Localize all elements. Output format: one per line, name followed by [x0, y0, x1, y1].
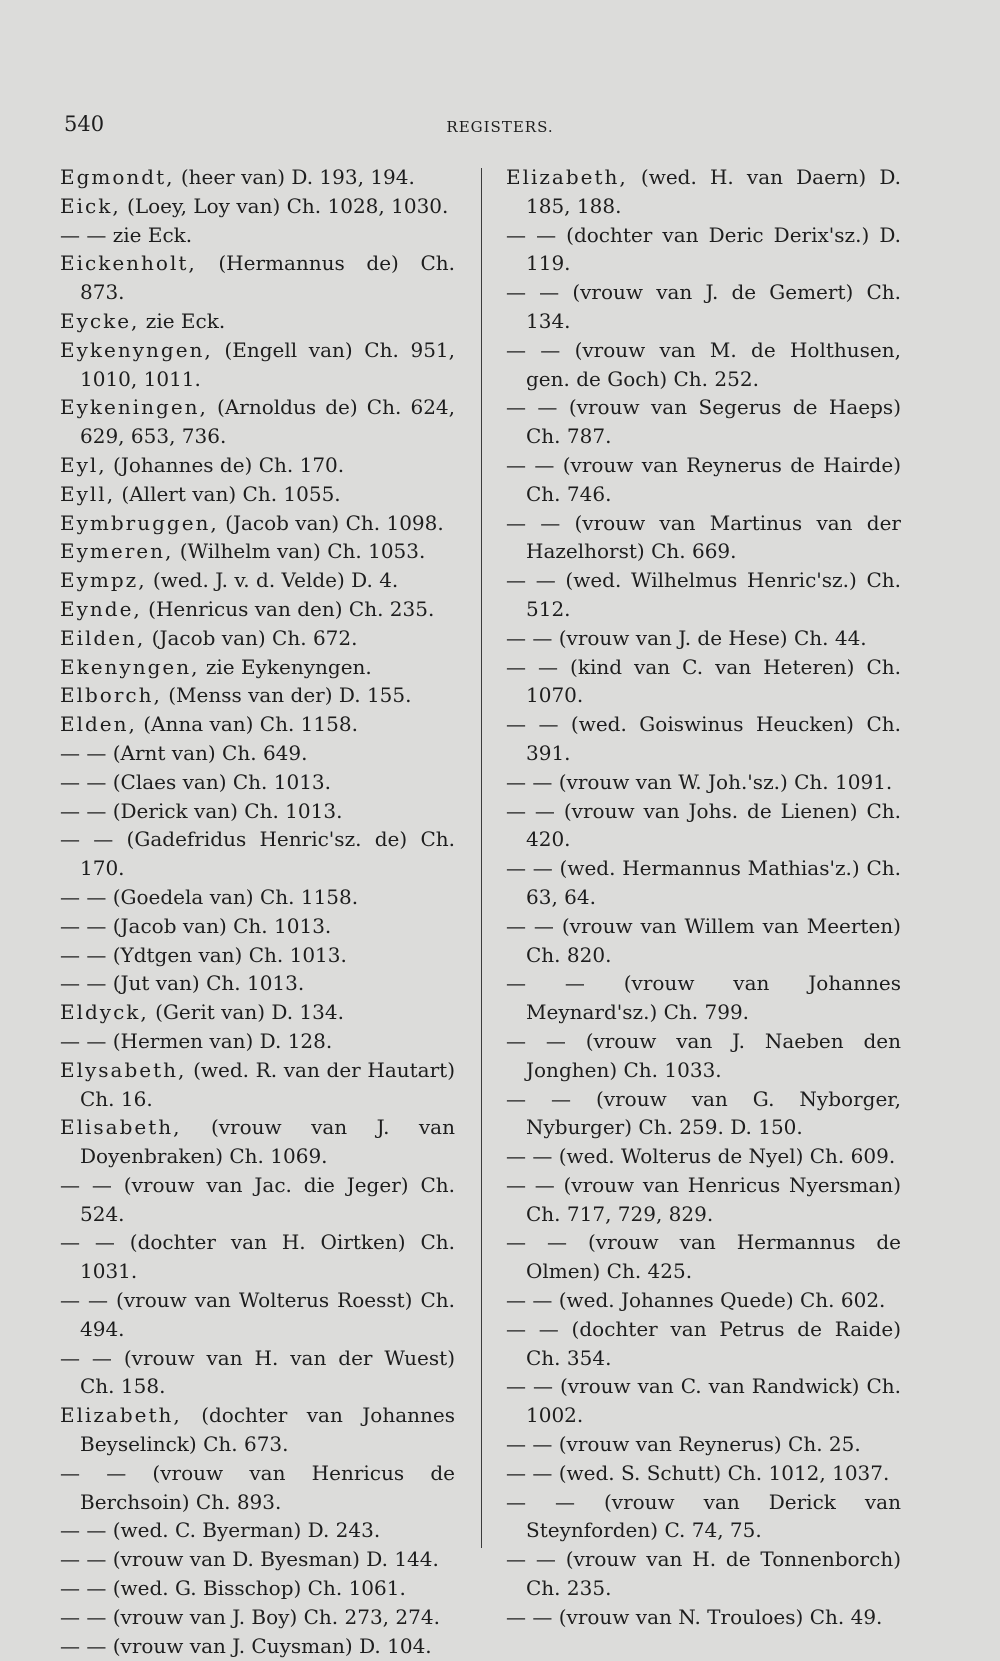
index-entry — [60, 1286, 455, 1344]
entry-headword: Eldyck, — [60, 1000, 149, 1025]
entry-headword: Elborch, — [60, 683, 162, 708]
entry-text: — — (Arnt van) Ch. 649. — [60, 740, 308, 765]
entry-headword: Ekenyngen, — [60, 654, 200, 679]
entry-text: (Menss van der) D. 155. — [161, 683, 412, 708]
entry-text: zie Eykenyngen. — [199, 654, 372, 679]
index-entry — [506, 797, 901, 855]
entry-headword: Eympz, — [60, 568, 147, 593]
right-column — [506, 163, 901, 1632]
index-entry — [506, 221, 901, 279]
index-entry — [60, 1603, 455, 1632]
entry-text: (Gerit van) D. 134. — [148, 1000, 344, 1025]
entry-text: — — (wed. Wolterus de Nyel) Ch. 609. — [506, 1144, 896, 1169]
entry-text: — — (vrouw van W. Joh.'sz.) Ch. 1091. — [506, 769, 893, 794]
index-entry — [60, 336, 455, 394]
index-entry — [506, 768, 901, 797]
index-entry — [506, 1603, 901, 1632]
entry-text: (wed. H. van Daern) D. 185, 188. — [526, 165, 901, 218]
index-entry — [506, 1142, 901, 1171]
entry-headword: Eilden, — [60, 625, 146, 650]
index-entry — [60, 566, 455, 595]
index-entry — [506, 1228, 901, 1286]
index-entry — [506, 1430, 901, 1459]
entry-text: (Jacob van) Ch. 672. — [145, 625, 358, 650]
index-entry — [60, 825, 455, 883]
entry-text: — — (vrouw van J. de Hese) Ch. 44. — [506, 625, 867, 650]
index-entry — [60, 969, 455, 998]
entry-text: — — (Goedela van) Ch. 1158. — [60, 884, 359, 909]
entry-headword: Elysabeth, — [60, 1057, 187, 1082]
index-entry — [60, 163, 455, 192]
index-entry — [60, 1171, 455, 1229]
entry-text: — — (vrouw van J. Cuysman) D. 104. — [60, 1633, 432, 1658]
entry-text: — — (vrouw van Henricus de Berchsoin) Ch. 893. — [60, 1460, 455, 1514]
index-entry — [60, 192, 455, 221]
entry-text: — — (Ydtgen van) Ch. 1013. — [60, 942, 347, 967]
index-entry — [60, 998, 455, 1027]
index-entry — [506, 566, 901, 624]
entry-text: — — (vrouw van J. Naeben den Jonghen) Ch. 1033. — [506, 1028, 901, 1082]
index-entry — [60, 451, 455, 480]
entry-headword: Eymeren, — [60, 539, 174, 564]
entry-text: — — (vrouw van Johs. de Lienen) Ch. 420. — [506, 798, 901, 852]
entry-text: — — (vrouw van Henricus Nyersman) Ch. 717, 729, 829. — [506, 1172, 901, 1226]
index-entry — [60, 1344, 455, 1402]
entry-text: — — (vrouw van J. Boy) Ch. 273, 274. — [60, 1604, 440, 1629]
index-entry — [60, 1228, 455, 1286]
index-entry — [60, 941, 455, 970]
index-entry — [60, 883, 455, 912]
entry-text: — — (vrouw van Derick van Steynforden) C. 74, 75. — [506, 1489, 901, 1543]
entry-text: — — (vrouw van Jac. die Jeger) Ch. 524. — [60, 1172, 455, 1226]
index-entry — [60, 1459, 455, 1517]
index-entry — [60, 681, 455, 710]
index-entry — [506, 710, 901, 768]
index-entry — [506, 624, 901, 653]
entry-text: — — (vrouw van N. Trouloes) Ch. 49. — [506, 1604, 883, 1629]
index-entry — [60, 1574, 455, 1603]
index-entry — [506, 1315, 901, 1373]
entry-text: — — (wed. Goiswinus Heucken) Ch. 391. — [506, 712, 901, 765]
index-entry — [60, 797, 455, 826]
index-entry — [506, 1027, 901, 1085]
entry-text: (dochter van Johannes Beyselinck) Ch. 673. — [80, 1403, 455, 1457]
index-entry — [60, 1516, 455, 1545]
entry-text: — — (Jacob van) Ch. 1013. — [60, 913, 332, 938]
entry-text: — — (dochter van Petrus de Raide) Ch. 354. — [506, 1316, 901, 1370]
index-entry — [506, 1372, 901, 1430]
entry-headword: Egmondt, — [60, 165, 175, 189]
index-entry — [506, 1459, 901, 1488]
entry-text: — — (wed. Johannes Quede) Ch. 602. — [506, 1288, 886, 1313]
index-entry — [506, 1286, 901, 1315]
index-entry — [60, 624, 455, 653]
index-entry — [506, 451, 901, 509]
index-entry — [506, 912, 901, 970]
index-entry — [506, 336, 901, 394]
entry-text: — — (vrouw van Reynerus de Hairde) Ch. 746. — [506, 452, 901, 506]
entry-text: — — (vrouw van G. Nyborger, Nyburger) Ch. 259. D. 150. — [506, 1086, 901, 1140]
entry-headword: Eyll, — [60, 481, 116, 506]
entry-headword: Elizabeth, — [506, 165, 628, 189]
entry-text: — — (dochter van H. Oirtken) Ch. 1031. — [60, 1230, 455, 1284]
index-entry — [60, 537, 455, 566]
index-entry — [60, 480, 455, 509]
index-entry — [506, 393, 901, 451]
entry-headword: Eyl, — [60, 452, 107, 477]
index-entry — [60, 393, 455, 451]
entry-text: — — (vrouw van Segerus de Haeps) Ch. 787. — [506, 395, 901, 449]
entry-text: — — (vrouw van H. van der Wuest) Ch. 158. — [60, 1345, 455, 1399]
index-entry — [60, 1113, 455, 1171]
index-entry — [506, 278, 901, 336]
index-entry — [506, 1171, 901, 1229]
entry-text: — — (wed. S. Schutt) Ch. 1012, 1037. — [506, 1460, 890, 1485]
entry-text: — — (vrouw van D. Byesman) D. 144. — [60, 1547, 439, 1572]
entry-text: (Allert van) Ch. 1055. — [115, 481, 341, 506]
index-entry — [60, 1632, 455, 1661]
index-entry — [506, 969, 901, 1027]
index-entry — [60, 912, 455, 941]
entry-text: (Anna van) Ch. 1158. — [136, 712, 358, 737]
entry-text: (Johannes de) Ch. 170. — [106, 452, 345, 477]
entry-text: — — (Jut van) Ch. 1013. — [60, 971, 305, 996]
entry-text: — — (vrouw van C. van Randwick) Ch. 1002. — [506, 1374, 901, 1428]
entry-text: (Wilhelm van) Ch. 1053. — [173, 539, 426, 564]
entry-text: (heer van) D. 193, 194. — [174, 165, 415, 189]
entry-text: — — (Claes van) Ch. 1013. — [60, 769, 332, 794]
running-head: REGISTERS. — [446, 118, 554, 136]
index-entry — [60, 249, 455, 307]
entry-text: (Jacob van) Ch. 1098. — [218, 510, 444, 535]
index-entry — [506, 854, 901, 912]
column-divider — [481, 168, 482, 1548]
index-entry — [506, 1085, 901, 1143]
entry-headword: Eickenholt, — [60, 251, 197, 276]
index-entry — [60, 1401, 455, 1459]
index-entry — [60, 768, 455, 797]
index-entry — [60, 595, 455, 624]
entry-headword: Eykeningen, — [60, 395, 208, 420]
entry-text: — — (dochter van Deric Derix'sz.) D. 119. — [506, 222, 901, 276]
entry-text: (wed. J. v. d. Velde) D. 4. — [146, 568, 399, 593]
entry-text: (Hermannus de) Ch. 873. — [80, 251, 455, 305]
entry-text: — — (wed. G. Bisschop) Ch. 1061. — [60, 1576, 406, 1601]
entry-text: — — (wed. C. Byerman) D. 243. — [60, 1518, 381, 1543]
index-entry — [60, 710, 455, 739]
entry-text: — — (vrouw van Martinus van der Hazelhorst) Ch. 669. — [506, 510, 901, 564]
entry-text: — — (vrouw van Hermannus de Olmen) Ch. 425. — [506, 1230, 901, 1284]
index-entry — [60, 739, 455, 768]
entry-headword: Eynde, — [60, 596, 142, 621]
entry-text: — — (vrouw van M. de Holthusen, gen. de Goch) Ch. 252. — [506, 337, 901, 391]
entry-text: — — (vrouw van H. de Tonnenborch) Ch. 235. — [506, 1547, 901, 1601]
entry-text: — — (wed. Wilhelmus Henric'sz.) Ch. 512. — [506, 568, 901, 621]
left-column — [60, 163, 455, 1660]
entry-text: — — (Hermen van) D. 128. — [60, 1028, 333, 1053]
entry-text: — — (vrouw van Johannes Meynard'sz.) Ch. 799. — [506, 971, 901, 1025]
entry-text: (Arnoldus de) Ch. 624, 629, 653, 736. — [80, 395, 455, 449]
entry-text: (Engell van) Ch. 951, 1010, 1011. — [80, 337, 455, 391]
index-entry — [60, 509, 455, 538]
entry-text: (vrouw van J. van Doyenbraken) Ch. 1069. — [80, 1115, 455, 1169]
entry-text: — — (vrouw van J. de Gemert) Ch. 134. — [506, 280, 901, 333]
entry-text: (Henricus van den) Ch. 235. — [141, 596, 435, 621]
entry-headword: Eykenyngen, — [60, 337, 213, 362]
entry-headword: Eycke, — [60, 308, 140, 333]
index-entry — [506, 1488, 901, 1546]
entry-text: — — (vrouw van Willem van Meerten) Ch. 820. — [506, 913, 901, 967]
index-entry — [506, 509, 901, 567]
entry-text: — — zie Eck. — [60, 222, 193, 247]
entry-text: — — (vrouw van Reynerus) Ch. 25. — [506, 1432, 861, 1457]
page-number: 540 — [64, 112, 105, 136]
index-entry — [506, 1545, 901, 1603]
index-entry — [506, 653, 901, 711]
entry-headword: Elizabeth, — [60, 1403, 182, 1428]
entry-text: zie Eck. — [139, 308, 226, 333]
entry-text: — — (Gadefridus Henric'sz. de) Ch. 170. — [60, 827, 455, 881]
index-entry — [60, 221, 455, 250]
entry-text: — — (Derick van) Ch. 1013. — [60, 798, 343, 823]
entry-text: — — (wed. Hermannus Mathias'z.) Ch. 63, 64. — [506, 856, 901, 909]
index-entry — [506, 163, 901, 221]
entry-text: — — (vrouw van Wolterus Roesst) Ch. 494. — [60, 1288, 455, 1341]
index-entry — [60, 1056, 455, 1114]
entry-headword: Elden, — [60, 712, 137, 737]
entry-headword: Eick, — [60, 193, 121, 218]
entry-headword: Eymbruggen, — [60, 510, 219, 535]
index-entry — [60, 1027, 455, 1056]
entry-text: — — (kind van C. van Heteren) Ch. 1070. — [506, 654, 901, 708]
entry-text: (Loey, Loy van) Ch. 1028, 1030. — [120, 193, 449, 218]
index-entry — [60, 653, 455, 682]
entry-headword: Elisabeth, — [60, 1115, 182, 1140]
index-entry — [60, 1545, 455, 1574]
index-entry — [60, 307, 455, 336]
entry-text: (wed. R. van der Hautart) Ch. 16. — [80, 1057, 455, 1111]
